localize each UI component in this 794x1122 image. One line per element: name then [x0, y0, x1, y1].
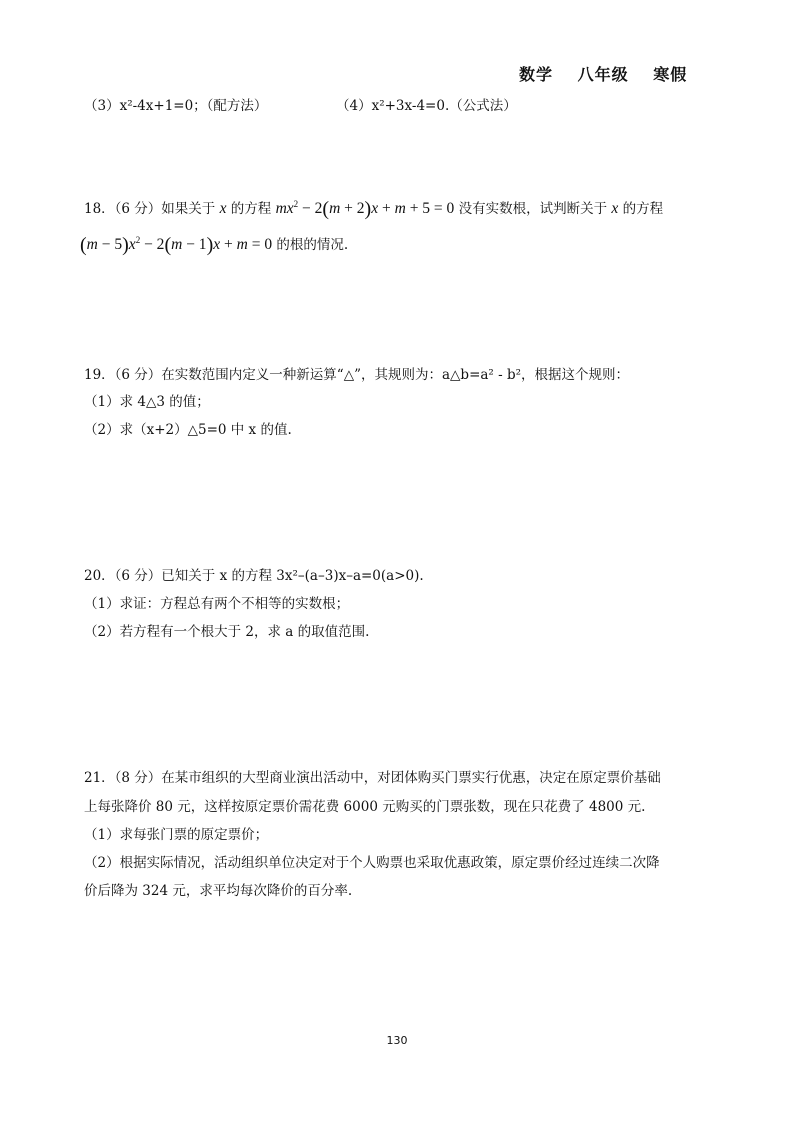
q18-line2 [80, 236, 348, 254]
q21-part2-line1: （2）根据实际情况，活动组织单位决定对于个人购票也采取优惠政策，原定票价经过连续二次降 [84, 855, 660, 871]
header-subject: 数学 [519, 65, 554, 84]
q18-line1 [84, 200, 663, 218]
q17-part3: （3）x²-4x+1=0；（配方法） [84, 98, 268, 114]
q21-line1: 21．（8 分）在某市组织的大型商业演出活动中，对团体购买门票实行优惠，决定在原定票价基础 [84, 770, 661, 786]
q21-part2-line2: 价后降为 324 元，求平均每次降价的百分率. [84, 883, 353, 899]
q18-prefix: 18．（6 分）如果关于 [84, 201, 216, 217]
page-number: 130 [386, 1034, 408, 1047]
q19-part2: （2）求（x+2）△5=0 中 x 的值. [84, 422, 292, 438]
q18-equation-1: $mx^2 - 2(m + 2)x + m + 5 = 0$ [275, 198, 455, 220]
q18-var-x: x [219, 200, 227, 217]
q21-line2: 上每张降价 80 元，这样按原定票价需花费 6000 元购买的门票张数，现在只花费了 4800 元. [84, 799, 646, 815]
q18-end: 的方程 [622, 201, 664, 217]
header-term: 寒假 [653, 65, 688, 84]
page-header [519, 62, 687, 85]
header-grade: 八年级 [577, 65, 629, 84]
q21-part1: （1）求每张门票的原定票价； [84, 827, 269, 843]
q18-mid1: 的方程 [230, 201, 272, 217]
q18-var-x2: x [611, 200, 619, 217]
q20-stem: 20．（6 分）已知关于 x 的方程 3x²–(a–3)x–a=0(a>0). [84, 568, 424, 584]
q20-part1: （1）求证：方程总有两个不相等的实数根； [84, 596, 350, 612]
q18-mid2: 没有实数根，试判断关于 [458, 201, 608, 217]
q17-part4: （4）x²+3x-4=0.（公式法） [336, 98, 517, 114]
q18-tail: 的根的情况. [276, 237, 349, 253]
q19-stem: 19．（6 分）在实数范围内定义一种新运算“△”，其规则为：a△b=a² - b²，根据这个规则： [84, 367, 630, 383]
q18-equation-2: $(m - 5)x^2 - 2(m - 1)x + m = 0$ [80, 234, 273, 256]
q19-part1: （1）求 4△3 的值； [84, 394, 210, 410]
q20-part2: （2）若方程有一个根大于 2，求 a 的取值范围. [84, 624, 370, 640]
